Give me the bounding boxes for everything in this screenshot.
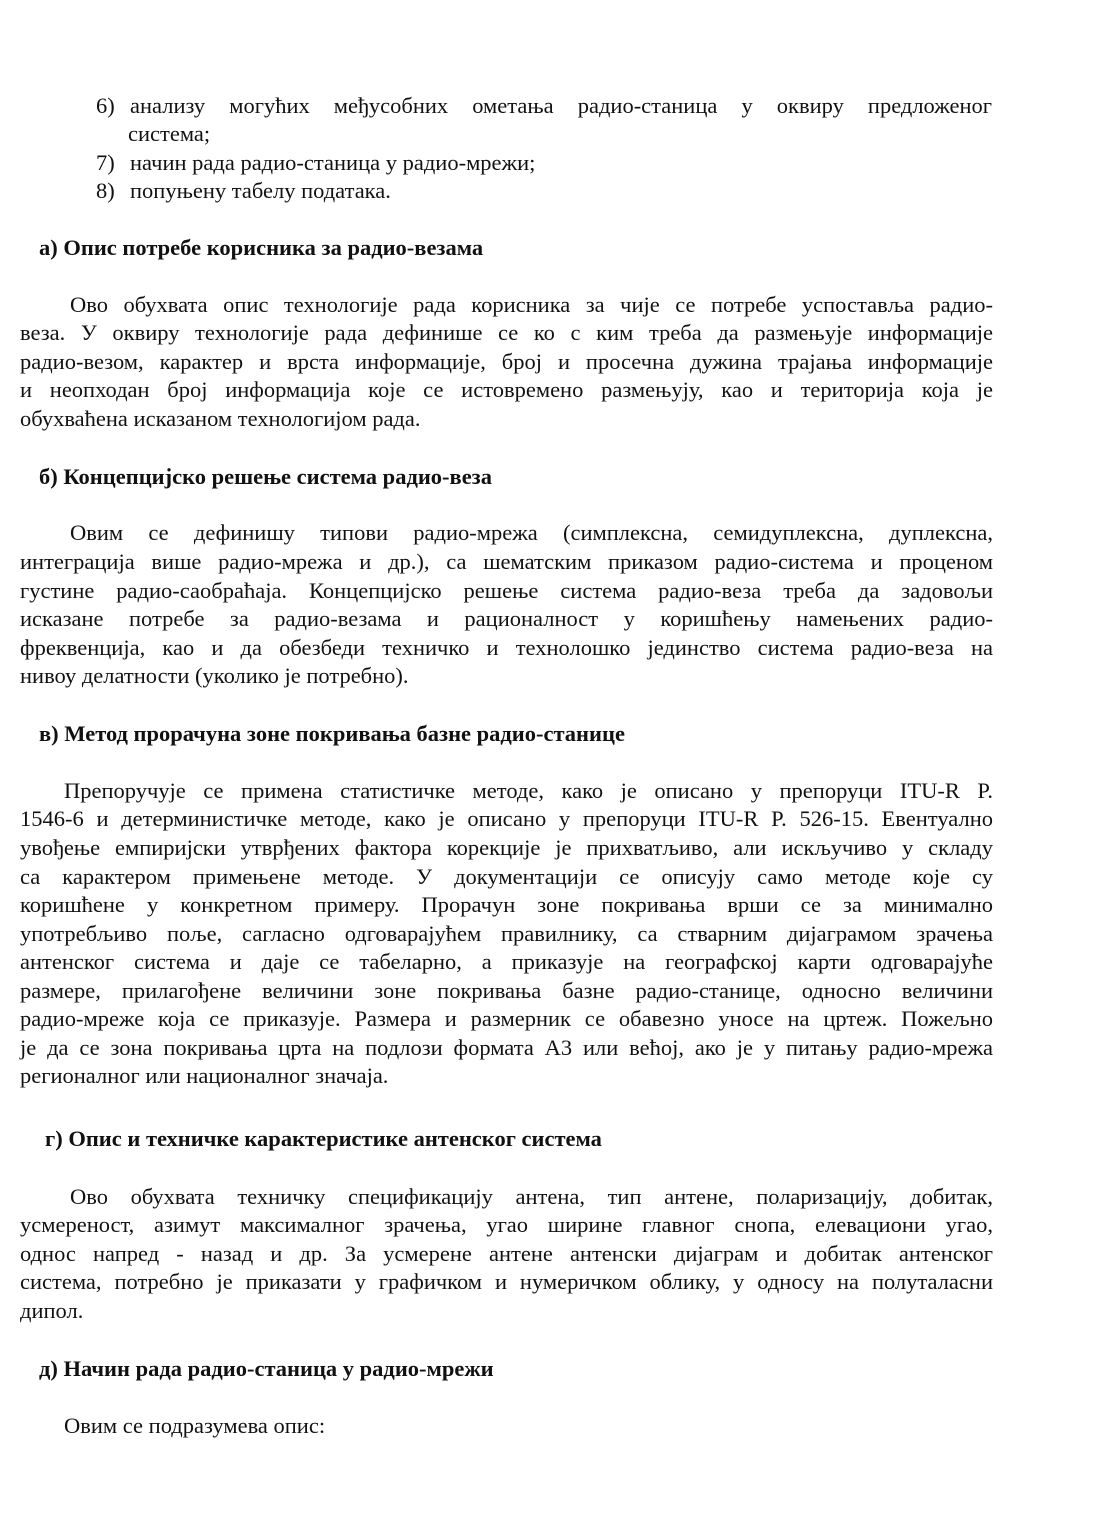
paragraph-line: 1546-6 и детерминистичке методе, како је описано у препоруци ITU-R P. 526-15. Евентуално bbox=[20, 806, 993, 831]
paragraph-line: система, потребно је приказати у графичком и нумеричком облику, у односу на полуталасни bbox=[20, 1269, 993, 1294]
paragraph-line: Ово обухвата опис технологије рада корисника за чије се потребе успоставља радио- bbox=[70, 292, 993, 317]
list-item-text: анализу могућих међусобних ометања радио-станица у оквиру предложеног bbox=[130, 93, 992, 118]
section-heading: в) Метод прорачуна зоне покривања базне радио-станице bbox=[39, 721, 625, 746]
paragraph-line: однос напред - назад и др. За усмерене антене антенски дијаграм и добитак антенског bbox=[20, 1241, 993, 1266]
paragraph-line: антенског система и даје се табеларно, а приказује на географској карти одговарајуће bbox=[20, 949, 993, 974]
paragraph-line: Ово обухвата техничку спецификацију антена, тип антене, поларизацију, добитак, bbox=[70, 1184, 993, 1209]
list-item-number: 8) bbox=[96, 178, 115, 203]
paragraph-line: коришћене у конкретном примеру. Прорачун зоне покривања врши се за минимално bbox=[20, 892, 993, 917]
section-heading: г) Опис и техничке карактеристике антенског система bbox=[45, 1126, 602, 1151]
paragraph-line: са карактером примењене методе. У документацији се описују само методе које су bbox=[20, 864, 993, 889]
list-item-number: 6) bbox=[96, 93, 115, 118]
paragraph-line: густине радио-саобраћаја. Концепцијско решење система радио-веза треба да задовољи bbox=[20, 578, 993, 603]
paragraph-line: Препоручује се примена статистичке методе, како је описано у препоруци ITU-R P. bbox=[64, 778, 993, 803]
paragraph-line: нивоу делатности (уколико је потребно). bbox=[20, 663, 409, 688]
paragraph-line: регионалног или националног значаја. bbox=[20, 1063, 389, 1088]
section-heading: д) Начин рада радио-станица у радио-мрежи bbox=[39, 1356, 494, 1381]
list-item-text: попуњену табелу података. bbox=[130, 178, 391, 203]
paragraph-line: Овим се подразумева опис: bbox=[64, 1413, 326, 1438]
paragraph-line: интеграција више радио-мрежа и др.), са шематским приказом радио-система и проценом bbox=[20, 549, 993, 574]
paragraph-line: употребљиво поље, сагласно одговарајућем правилнику, са стварним дијаграмом зрачења bbox=[20, 921, 993, 946]
section-heading: а) Опис потребе корисника за радио-везама bbox=[39, 235, 484, 260]
paragraph-line: радио-везом, карактер и врста информације, број и просечна дужина трајања информације bbox=[20, 349, 993, 374]
section-heading: б) Концепцијско решење система радио-веза bbox=[39, 464, 492, 489]
paragraph-line: фреквенција, као и да обезбеди техничко и технолошко јединство система радио-веза на bbox=[20, 635, 993, 660]
paragraph-line: увођење емпиријски утврђених фактора корекције је прихватљиво, али искључиво у складу bbox=[20, 835, 993, 860]
paragraph-line: усмереност, азимут максималног зрачења, угао ширине главног снопа, елевациони угао, bbox=[20, 1212, 993, 1237]
paragraph-line: је да се зона покривања црта на подлози формата А3 или већој, ако је у питању радио-мрежа bbox=[20, 1035, 993, 1060]
paragraph-line: исказане потребе за радио-везама и рационалност у коришћењу намењених радио- bbox=[20, 606, 993, 631]
paragraph-line: размере, прилагођене величини зоне покривања базне радио-станице, односно величини bbox=[20, 978, 993, 1003]
paragraph-line: обухваћена исказаном технологијом рада. bbox=[20, 406, 421, 431]
paragraph-line: и неопходан број информација које се истовремено размењују, као и територија која је bbox=[20, 377, 993, 402]
list-item-text: начин рада радио-станица у радио-мрежи; bbox=[130, 150, 536, 175]
paragraph-line: веза. У оквиру технологије рада дефинише се ко с ким треба да размењује информације bbox=[20, 320, 993, 345]
paragraph-line: радио-мреже која се приказује. Размера и размерник се обавезно уносе на цртеж. Пожељно bbox=[20, 1006, 993, 1031]
list-item-number: 7) bbox=[96, 150, 115, 175]
paragraph-line: Овим се дефинишу типови радио-мрежа (симплексна, семидуплексна, дуплексна, bbox=[70, 520, 993, 545]
list-item-text: система; bbox=[128, 121, 211, 146]
paragraph-line: дипол. bbox=[20, 1298, 84, 1323]
